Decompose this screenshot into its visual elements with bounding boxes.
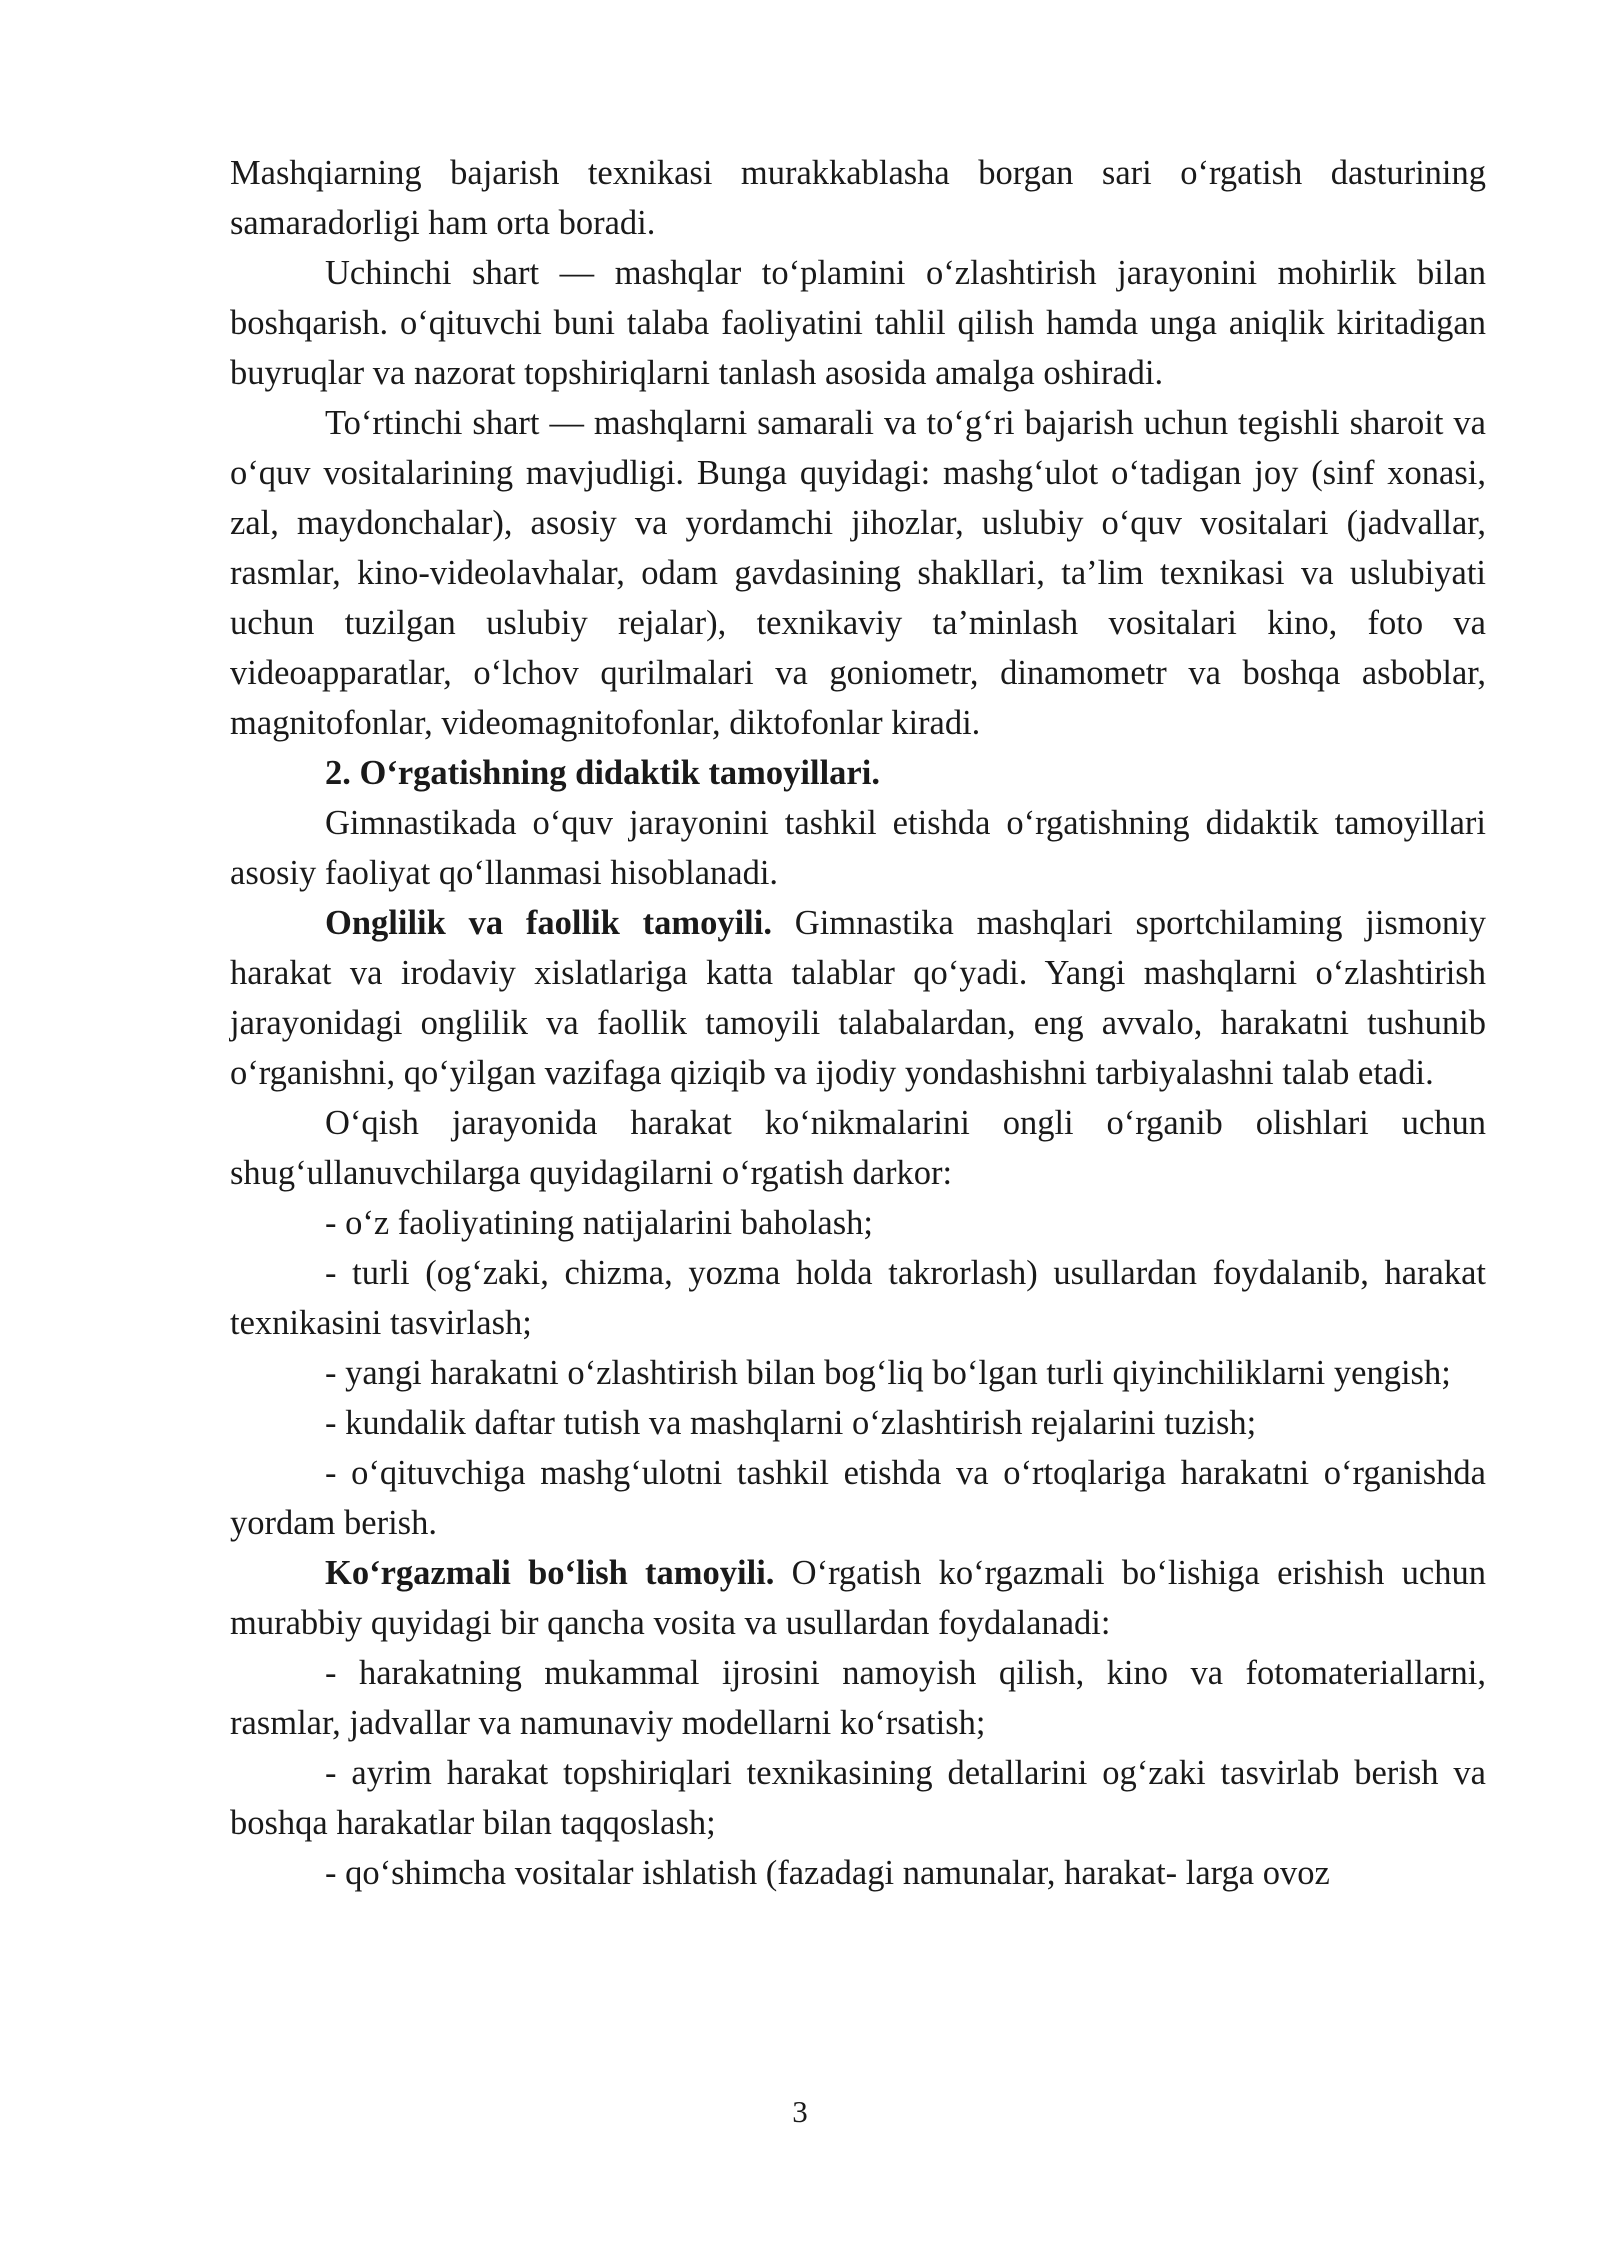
list-item-text: - o‘z faoliyatining natijalarini baholash;	[325, 1204, 873, 1242]
paragraph-text: O‘rgatish ko‘rgazmali bo‘lishiga erishish uchun murabbiy quyidagi bir qancha vosita va usullardan foydalanadi:	[230, 1554, 1486, 1642]
list-item-text: - harakatning mukammal ijrosini namoyish qilish, kino va fotomateriallarni, rasmlar, jadvallar va namunaviy modellarni ko‘rsatish;	[230, 1654, 1486, 1742]
list-item-text: - qo‘shimcha vositalar ishlatish (fazadagi namunalar, harakat- larga ovoz	[325, 1854, 1330, 1892]
paragraph-lead: Onglilik va faollik tamoyili.	[325, 904, 772, 942]
paragraph-text: O‘qish jarayonida harakat ko‘nikmalarini ongli o‘rganib olishlari uchun shug‘ullanuvchilarga quyidagilarni o‘rgatish darkor:	[230, 1104, 1486, 1192]
list-item	[230, 1198, 1486, 1248]
paragraph-3	[230, 398, 1486, 748]
paragraph-text: Mashqiarning bajarish texnikasi murakkablasha borgan sari o‘rgatish dasturining samaradorligi ham orta boradi.	[230, 154, 1486, 242]
list-item-text: - turli (og‘zaki, chizma, yozma holda takrorlash) usullardan foydalanib, harakat texnikasini tasvirlash;	[230, 1254, 1486, 1342]
list-item	[230, 1398, 1486, 1448]
paragraph-text: Uchinchi shart — mashqlar to‘plamini o‘zlashtirish jarayonini mohirlik bilan boshqarish. o‘qituvchi buni talaba faoliyatini tahlil qilish hamda unga aniqlik kiritadigan buyruqlar va nazorat topshiriqlarni tanlash asosida amalga oshiradi.	[230, 254, 1486, 392]
paragraph-2	[230, 248, 1486, 398]
list-item	[230, 1848, 1486, 1898]
paragraph-text: Gimnastikada o‘quv jarayonini tashkil etishda o‘rgatishning didaktik tamoyillari asosiy faoliyat qo‘llanmasi hisoblanadi.	[230, 804, 1486, 892]
list-item-text: - o‘qituvchiga mashg‘ulotni tashkil etishda va o‘rtoqlariga harakatni o‘rganishda yordam berish.	[230, 1454, 1486, 1542]
list-item	[230, 1448, 1486, 1548]
list-item	[230, 1348, 1486, 1398]
paragraph-7	[230, 1548, 1486, 1648]
list-item	[230, 1648, 1486, 1748]
paragraph-4	[230, 798, 1486, 898]
page-body	[230, 148, 1486, 1898]
list-item-text: - ayrim harakat topshiriqlari texnikasining detallarini og‘zaki tasvirlab berish va boshqa harakatlar bilan taqqoslash;	[230, 1754, 1486, 1842]
paragraph-1	[230, 148, 1486, 248]
paragraph-lead: Ko‘rgazmali bo‘lish tamoyili.	[325, 1554, 775, 1592]
list-item-text: - yangi harakatni o‘zlashtirish bilan bog‘liq bo‘lgan turli qiyinchiliklarni yengish;	[325, 1354, 1451, 1392]
paragraph-6	[230, 1098, 1486, 1198]
list-item	[230, 1748, 1486, 1848]
section-heading: 2. O‘rgatishning didaktik tamoyillari.	[325, 754, 880, 792]
page-number: 3	[792, 2094, 808, 2129]
list-item	[230, 1248, 1486, 1348]
paragraph-5	[230, 898, 1486, 1098]
paragraph-text: To‘rtinchi shart — mashqlarni samarali va to‘g‘ri bajarish uchun tegishli sharoit va o‘quv vositalarining mavjudligi. Bunga quyidagi: mashg‘ulot o‘tadigan joy (sinf xonasi, zal, maydonchalar), asosiy va yordamchi jihozlar, uslubiy o‘quv vositalari (jadvallar, rasmlar, kino-videolavhalar, odam gavdasining shakllari, ta’lim texnikasi va uslubiyati uchun tuzilgan uslubiy rejalar), texnikaviy ta’minlash vositalari kino, foto va videoapparatlar, o‘lchov qurilmalari va goniometr, dinamometr va boshqa asboblar, magnitofonlar, videomagnitofonlar, diktofonlar kiradi.	[230, 404, 1486, 742]
list-item-text: - kundalik daftar tutish va mashqlarni o‘zlashtirish rejalarini tuzish;	[325, 1404, 1257, 1442]
paragraph-text: Gimnastika mashqlari sportchilaming jismoniy harakat va irodaviy xislatlariga katta talablar qo‘yadi. Yangi mashqlarni o‘zlashtirish jarayonidagi onglilik va faollik tamoyili talabalardan, eng avvalo, harakatni tushunib o‘rganishni, qo‘yilgan vazifaga qiziqib va ijodiy yondashishni tarbiyalashni talab etadi.	[230, 904, 1486, 1092]
